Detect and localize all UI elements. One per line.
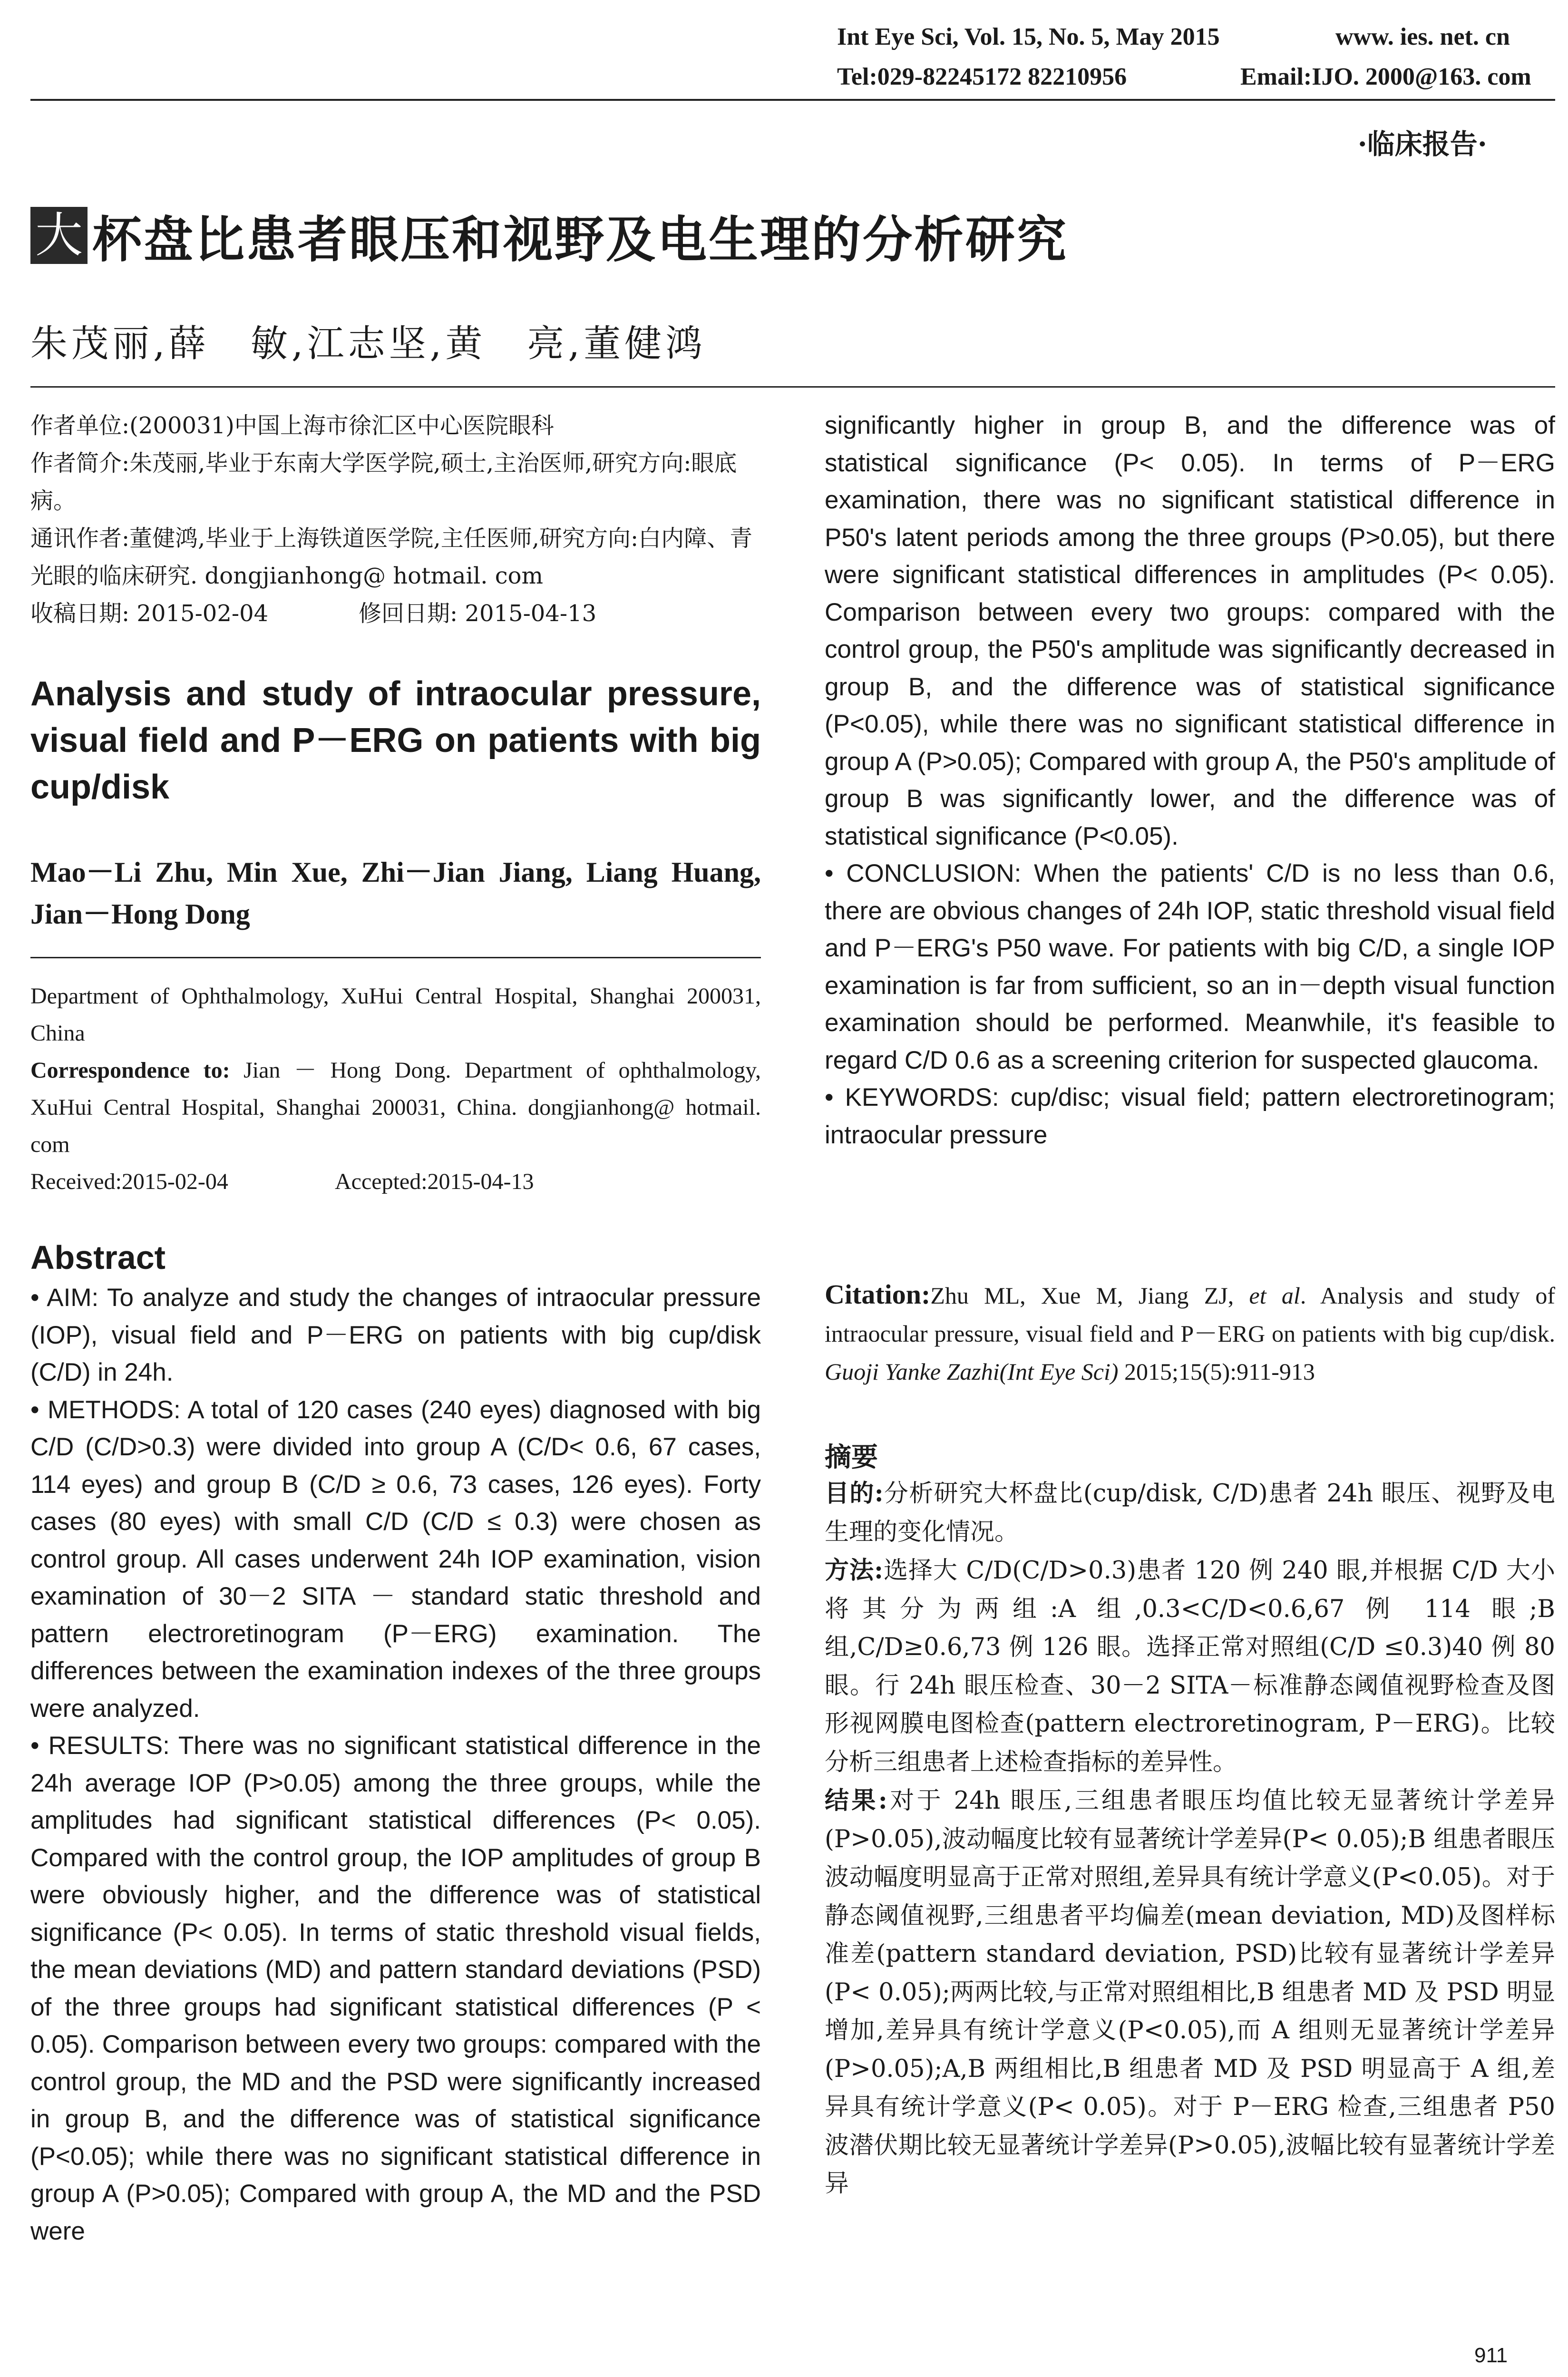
cn-methods bbox=[825, 1551, 1555, 1782]
article-category: ·临床报告· bbox=[1357, 128, 1487, 160]
abstract-right-column bbox=[825, 407, 1555, 1154]
cn-results bbox=[825, 1782, 1555, 2203]
cn-results-text: 对于 24h 眼压,三组患者眼压均值比较无显著统计学差异(P>0.05),波动幅度比较有显著统计学差异(P< 0.05);B 组患者眼压波动幅度明显高于正常对照组,差异具有统计学意义(P<0.05)。对于静态阈值视野,三组患者平均偏差(mean deviation, MD)及图样标准差(pattern standard deviation, PSD)比较有显著统计学差异(P< 0.05);两两比较,与正常对照组相比,B 组患者 MD 及 PSD 明显增加,差异具有统计学意义(P<0.05),而 A 组则无显著统计学差异(P>0.05);A,B 两组相比,B 组患者 MD 及 PSD 明显高于 A 组,差异具有统计学意义(P< 0.05)。对于 P－ERG 检查,三组患者 P50 波潜伏期比较无显著统计学差异(P>0.05),波幅比较有显著统计学差异 bbox=[825, 1787, 1556, 2198]
abstract-results: • RESULTS: There was no significant statistical difference in the 24h average IOP (P>0.05) among the three groups, while the amplitudes had significant statistical differences (P< 0.05). Compared with the control group, the IOP amplitudes of group B were obviously higher, and the difference was of statistical significance (P< 0.05). In terms of static threshold visual fields, the mean deviations (MD) and pattern standard deviations (PSD) of the three groups had significant statistical differences (P < 0.05). Comparison between every two groups: compared with the control group, the MD and the PSD were significantly increased in group B, and the difference was of statistical significance (P<0.05); while there was no significant statistical difference in group A (P>0.05); Compared with group A, the MD and the PSD were bbox=[30, 1732, 761, 2245]
accepted-date-en: Accepted:2015-04-13 bbox=[335, 1169, 534, 1194]
received-date-cn: 收稿日期: 2015-02-04 bbox=[30, 600, 269, 627]
journal-citation-line: Int Eye Sci, Vol. 15, No. 5, May 2015 bbox=[837, 23, 1220, 50]
citation-volume: 2015;15(5):911-913 bbox=[1118, 1358, 1315, 1385]
title-initial-box: 大 bbox=[30, 207, 88, 264]
title-text: 杯盘比患者眼压和视野及电生理的分析研究 bbox=[92, 211, 1069, 269]
citation-journal: Guoji Yanke Zazhi(Int Eye Sci) bbox=[825, 1358, 1119, 1385]
abstract-keywords: • KEYWORDS: cup/disc; visual field; pattern electroretinogram; intraocular pressure bbox=[825, 1083, 1555, 1149]
correspondence-text: Jian － Hong Dong. Department of ophthalmology, XuHui Central Hospital, Shanghai 200031, China. dongjianhong@ hotmail. com bbox=[30, 1058, 761, 1157]
department: Department of Ophthalmology, XuHui Central Hospital, Shanghai 200031, China bbox=[30, 984, 761, 1046]
article-title bbox=[30, 205, 1069, 269]
citation-etal: et al bbox=[1249, 1282, 1300, 1309]
journal-website: www. ies. net. cn bbox=[1335, 23, 1510, 50]
journal-tel: Tel:029-82245172 82210956 bbox=[837, 63, 1127, 90]
abstract-left-column bbox=[30, 1279, 761, 2250]
chinese-abstract bbox=[825, 1474, 1555, 2203]
abstract-aim: • AIM: To analyze and study the changes of intraocular pressure (IOP), visual field and P－ERG on patients with big cup/disk (C/D) in 24h. bbox=[30, 1284, 761, 1386]
dates-cn bbox=[30, 595, 761, 633]
cn-aim-text: 分析研究大杯盘比(cup/disk, C/D)患者 24h 眼压、视野及电生理的变化情况。 bbox=[825, 1480, 1555, 1546]
cn-methods-label: 方法: bbox=[825, 1556, 883, 1585]
author-metadata bbox=[30, 407, 761, 633]
cn-results-label: 结果: bbox=[825, 1786, 887, 1815]
page-number: 911 bbox=[1474, 2344, 1508, 2367]
journal-email: Email:IJO. 2000@163. com bbox=[1240, 63, 1531, 90]
cn-aim-label: 目的: bbox=[825, 1479, 884, 1508]
abstract-methods: • METHODS: A total of 120 cases (240 eyes) diagnosed with big C/D (C/D>0.3) were divided into group A (C/D< 0.6, 67 cases, 114 eyes) and group B (C/D ≥ 0.6, 73 cases, 126 eyes). Forty cases (80 eyes) with small C/D (C/D ≤ 0.3) were chosen as control group. All cases underwent 24h IOP examination, vision examination of 30－2 SITA － standard static threshold and pattern electroretinogram (P－ERG) examination. The differences between the examination indexes of the three groups were analyzed. bbox=[30, 1395, 761, 1723]
affiliation: 作者单位:(200031)中国上海市徐汇区中心医院眼科 bbox=[30, 412, 554, 439]
english-authors: Mao－Li Zhu, Min Xue, Zhi－Jian Jiang, Liang Huang, Jian－Hong Dong bbox=[30, 857, 761, 930]
abstract-conclusion: • CONCLUSION: When the patients' C/D is no less than 0.6, there are obvious changes of 24h IOP, static threshold visual field and P－ERG's P50 wave. For patients with big C/D, a single IOP examination is far from sufficient, so an in－depth visual function examination should be performed. Meanwhile, it's feasible to regard C/D 0.6 as a screening criterion for suspected glaucoma. bbox=[825, 859, 1555, 1074]
corresponding-author: 通讯作者:董健鸿,毕业于上海铁道医学院,主任医师,研究方向:白内障、青光眼的临床研究. dongjianhong@ hotmail. com bbox=[30, 525, 753, 589]
title-rule bbox=[30, 386, 1555, 388]
received-date-en: Received:2015-02-04 bbox=[30, 1169, 228, 1194]
revised-date-cn: 修回日期: 2015-04-13 bbox=[359, 600, 597, 627]
cn-methods-text: 选择大 C/D(C/D>0.3)患者 120 例 240 眼,并根据 C/D 大小将其分为两组:A 组,0.3<C/D<0.6,67 例 114 眼;B 组,C/D≥0.6,73 例 126 眼。选择正常对照组(C/D ≤0.3)40 例 80 眼。行 24h 眼压检查、30－2 SITA－标准静态阈值视野检查及图形视网膜电图检查(pattern electroretinogram, P－ERG)。比较分析三组患者上述检查指标的差异性。 bbox=[825, 1557, 1556, 1776]
correspondence-en bbox=[30, 1052, 761, 1163]
english-affiliation bbox=[30, 978, 761, 1200]
correspondence-label: Correspondence to: bbox=[30, 1058, 230, 1083]
chinese-abstract-heading: 摘要 bbox=[825, 1442, 878, 1473]
citation-title: . Analysis and study of intraocular pressure, visual field and P－ERG on patients with big cup/disk. bbox=[825, 1282, 1556, 1347]
citation-authors: Zhu ML, Xue M, Jiang ZJ, bbox=[930, 1282, 1249, 1309]
abstract-results-continued: significantly higher in group B, and the difference was of statistical significance (P< 0.05). In terms of P－ERG examination, there was no significant statistical difference in P50's latent periods among the three groups (P>0.05), but there were significant statistical differences in amplitudes (P< 0.05). Comparison between every two groups: compared with the control group, the P50's amplitude was significantly decreased in group B, and the difference was of statistical significance (P<0.05), while there was no significant statistical difference in group A (P>0.05); Compared with group A, the P50's amplitude of group B was significantly lower, and the difference was of statistical significance (P<0.05). bbox=[825, 411, 1555, 850]
english-title: Analysis and study of intraocular pressure, visual field and P－ERG on patients with big cup/disk bbox=[30, 675, 761, 806]
abstract-heading: Abstract bbox=[30, 1239, 166, 1276]
author-rule bbox=[30, 957, 761, 958]
authors-chinese: 朱茂丽,薛 敏,江志坚,黄 亮,董健鸿 bbox=[30, 322, 707, 365]
dates-en bbox=[30, 1163, 761, 1200]
citation-label: Citation: bbox=[825, 1279, 931, 1310]
cn-aim bbox=[825, 1474, 1555, 1551]
citation bbox=[825, 1276, 1555, 1391]
author-bio: 作者简介:朱茂丽,毕业于东南大学医学院,硕士,主治医师,研究方向:眼底病。 bbox=[30, 450, 737, 514]
header-rule bbox=[30, 99, 1555, 101]
